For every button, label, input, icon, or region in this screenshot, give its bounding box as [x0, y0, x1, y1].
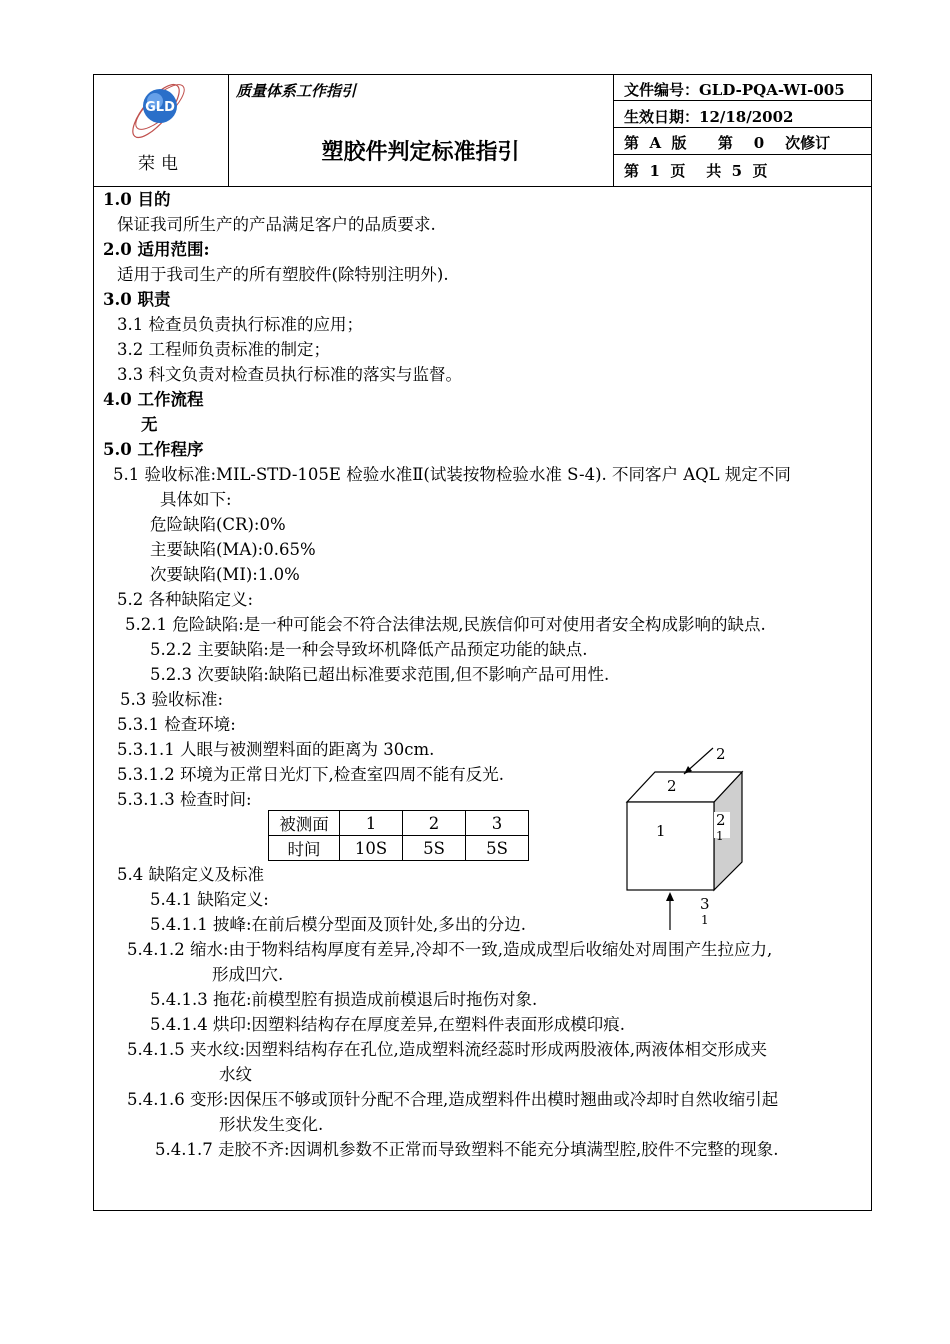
- version-info: 第 A 版 第 0 次修订: [624, 134, 831, 152]
- company-name: 荣电: [138, 154, 184, 174]
- workflow-text: 无: [141, 415, 158, 434]
- table-cell: 5S: [466, 836, 529, 861]
- section-duty-heading: 3.0 职责: [103, 290, 171, 309]
- procedure-line: 5.2.2 主要缺陷:是一种会导致坏机降低产品预定功能的缺点.: [150, 640, 588, 659]
- procedure-line: 5.4.1.6 变形:因保压不够或顶针分配不合理,造成塑料件出模时翘曲或冷却时自然收缩引起: [127, 1090, 779, 1109]
- procedure-line: 5.4 缺陷定义及标准: [117, 865, 264, 884]
- procedure-line: 5.3.1.2 环境为正常日光灯下,检查室四周不能有反光.: [117, 765, 504, 784]
- procedure-line: 5.4.1 缺陷定义:: [150, 890, 269, 909]
- meta-divider-1: [613, 100, 871, 101]
- company-logo: [124, 77, 194, 141]
- table-cell: 被测面: [269, 811, 340, 836]
- procedure-line: 5.2.1 危险缺陷:是一种可能会不符合法律法规,民族信仰可对使用者安全构成影响的缺点.: [125, 615, 766, 634]
- procedure-line: 5.3 验收标准:: [120, 690, 224, 709]
- procedure-line: 5.4.1.3 拖花:前模型腔有损造成前模退后时拖伤对象.: [150, 990, 538, 1009]
- procedure-line: 5.4.1.1 披峰:在前后模分型面及顶针处,多出的分边.: [150, 915, 527, 934]
- cube-front-label: 1: [656, 822, 666, 840]
- procedure-line: 5.3.1.1 人眼与被测塑料面的距离为 30cm.: [117, 740, 435, 759]
- header-bottom-border: [94, 186, 871, 187]
- procedure-line: 形状发生变化.: [219, 1115, 324, 1134]
- procedure-line: 5.3.1.3 检查时间:: [117, 790, 252, 809]
- table-cell: 3: [466, 811, 529, 836]
- aql-item: 主要缺陷(MA):0.65%: [150, 540, 316, 559]
- header-divider-right: [613, 75, 614, 186]
- table-row: [269, 811, 529, 836]
- cube-front-face: [627, 802, 714, 890]
- logo-text: GLD: [145, 100, 175, 115]
- bottom-arrow-sublabel: 1: [701, 913, 709, 927]
- table-cell: 1: [340, 811, 403, 836]
- inspection-cube-diagram: [600, 740, 750, 930]
- procedure-line: 水纹: [219, 1065, 252, 1084]
- system-title: 质量体系工作指引: [236, 82, 357, 100]
- section-purpose-heading: 1.0 目的: [103, 190, 171, 209]
- scope-text: 适用于我司生产的所有塑胶件(除特别注明外).: [117, 265, 449, 284]
- cube-top-label: 2: [667, 777, 677, 795]
- section-procedure-heading: 5.0 工作程序: [103, 440, 204, 459]
- duty-item: 3.2 工程师负责标准的制定；: [117, 340, 330, 359]
- duty-item: 3.3 科文负责对检查员执行标准的落实与监督。: [117, 365, 462, 384]
- table-row: [269, 836, 529, 861]
- effective-date: 生效日期：12/18/2002: [624, 108, 794, 126]
- cube-side-sublabel: 1: [716, 829, 724, 843]
- header-divider-left: [228, 75, 229, 186]
- procedure-line: 5.2 各种缺陷定义:: [117, 590, 254, 609]
- procedure-line: 5.4.1.2 缩水:由于物料结构厚度有差异,冷却不一致,造成成型后收缩处对周围产生拉应力,: [127, 940, 773, 959]
- cube-side-label: 2: [716, 811, 726, 829]
- aql-item: 危险缺陷(CR):0%: [150, 515, 286, 534]
- inspection-time-table: [268, 810, 529, 861]
- procedure-line: 形成凹穴.: [212, 965, 284, 984]
- table-cell: 时间: [269, 836, 340, 861]
- table-cell: 2: [403, 811, 466, 836]
- document-title: 塑胶件判定标准指引: [321, 140, 520, 165]
- bottom-arrow-label: 3: [700, 895, 710, 913]
- meta-divider-3: [613, 154, 871, 155]
- table-cell: 5S: [403, 836, 466, 861]
- procedure-line: 5.1 验收标准:MIL-STD-105E 检验水准Ⅱ(试装按物检验水准 S-4). 不同客户 AQL 规定不同: [113, 465, 791, 484]
- procedure-line: 5.4.1.7 走胶不齐:因调机参数不正常而导致塑料不能充分填满型腔,胶件不完整的现象.: [155, 1140, 779, 1159]
- duty-item: 3.1 检查员负责执行标准的应用；: [117, 315, 363, 334]
- procedure-line: 5.3.1 检查环境:: [117, 715, 236, 734]
- procedure-line: 5.4.1.5 夹水纹:因塑料结构存在孔位,造成塑料流经蕊时形成两股液体,两液体相交形成夹: [127, 1040, 768, 1059]
- page-info: 第 1 页 共 5 页: [624, 162, 768, 180]
- procedure-line: 具体如下:: [160, 490, 232, 509]
- section-workflow-heading: 4.0 工作流程: [103, 390, 204, 409]
- section-scope-heading: 2.0 适用范围:: [103, 240, 210, 259]
- table-cell: 10S: [340, 836, 403, 861]
- purpose-text: 保证我司所生产的产品满足客户的品质要求.: [117, 215, 436, 234]
- aql-item: 次要缺陷(MI):1.0%: [150, 565, 300, 584]
- meta-divider-2: [613, 127, 871, 128]
- procedure-line: 5.4.1.4 烘印:因塑料结构存在厚度差异,在塑料件表面形成模印痕.: [150, 1015, 626, 1034]
- procedure-line: 5.2.3 次要缺陷:缺陷已超出标准要求范围,但不影响产品可用性.: [150, 665, 610, 684]
- top-arrow-label: 2: [716, 745, 726, 763]
- document-number: 文件编号：GLD-PQA-WI-005: [624, 81, 845, 99]
